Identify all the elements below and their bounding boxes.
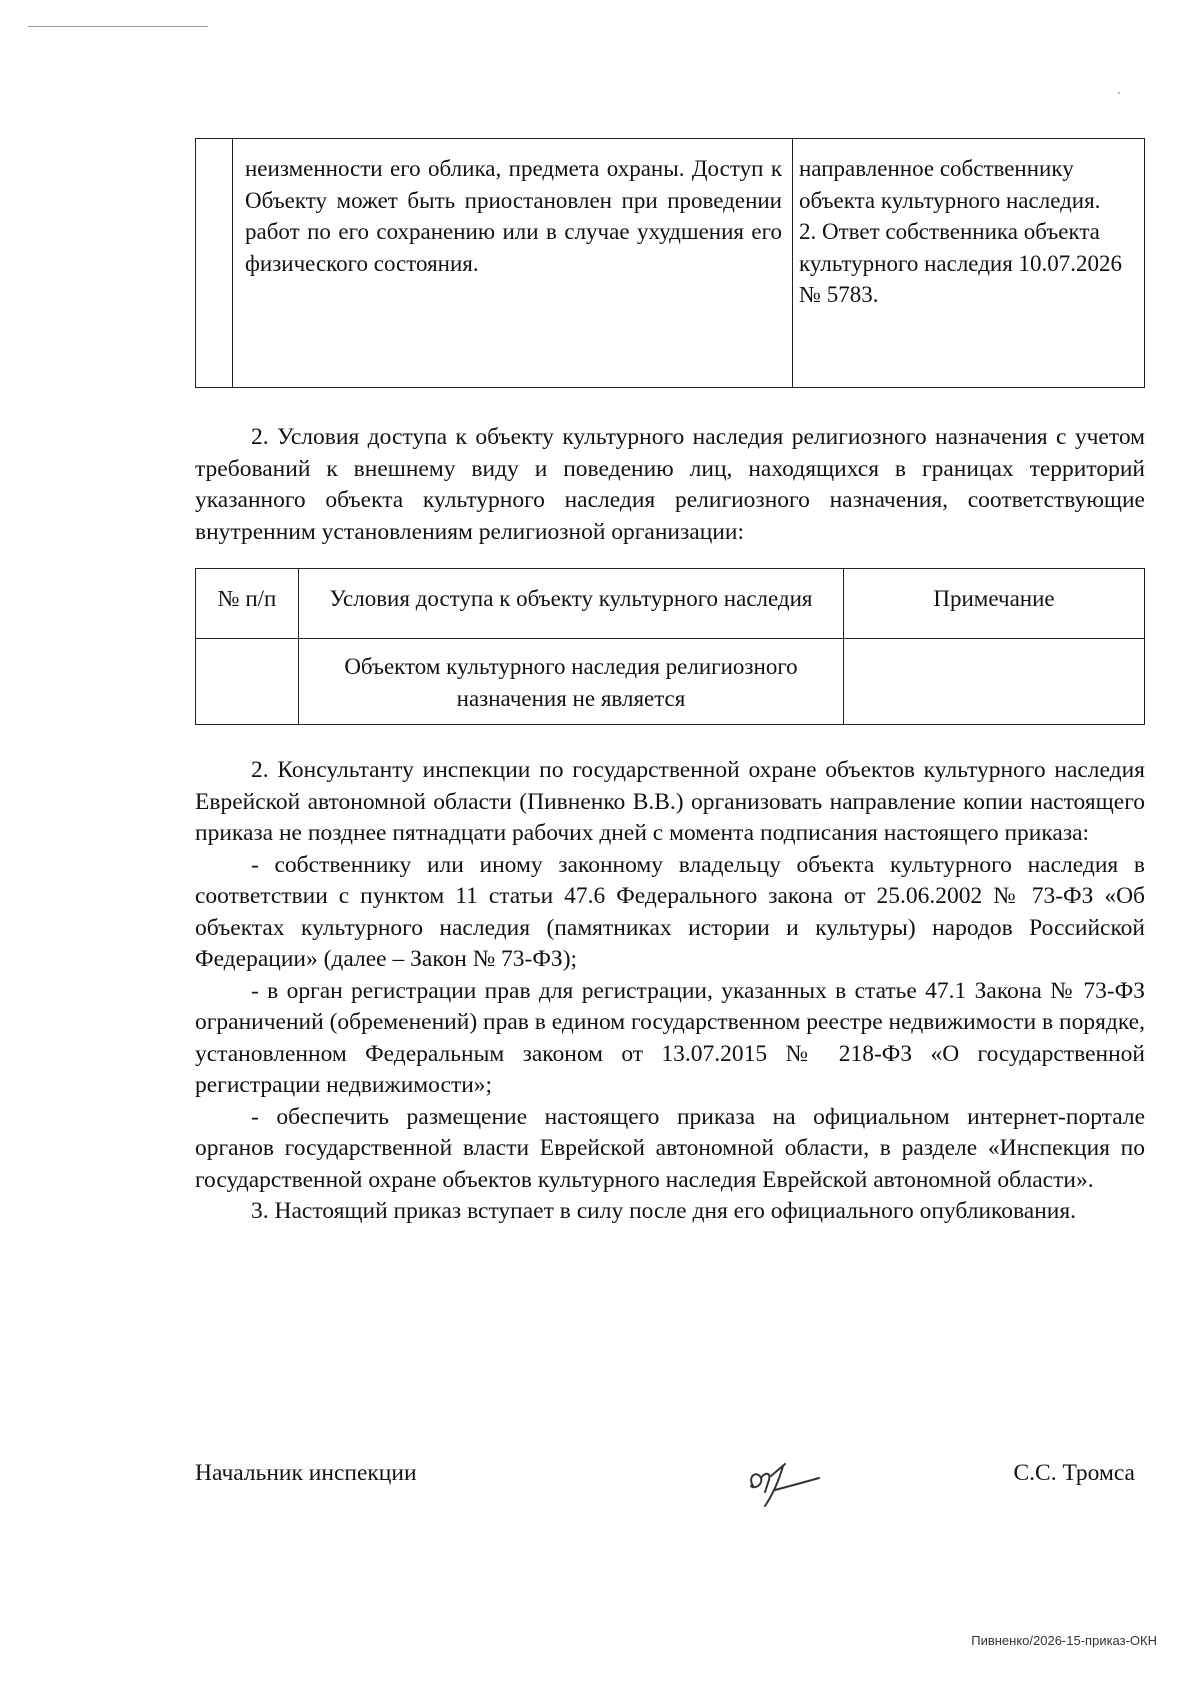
row-note: [844, 639, 1145, 725]
document-body: [195, 138, 1145, 1228]
header-note: Примечание: [844, 569, 1145, 639]
list-item-publication: - обеспечить размещение настоящего приказа на официальном интернет-портале органов государственной власти Еврейской автономной области, в разделе «Инспекция по государственной охране объектов культурного наследия Еврейской автономной области».: [195, 1103, 1145, 1193]
table-cell-empty: [196, 139, 233, 388]
header-number: № п/п: [196, 569, 299, 639]
row-number: [196, 639, 299, 725]
scan-speck: [1118, 92, 1120, 94]
paragraph-access-conditions: 2. Условия доступа к объекту культурного наследия религиозного назначения с учетом требований к внешнему виду и поведению лиц, находящихся в границах территорий указанного объекта культурного наследия религиозного назначения, соответствующие внутренним установлениям религиозной организации:: [195, 424, 1145, 545]
paragraph-effective-date: 3. Настоящий приказ вступает в силу после дня его официального опубликования.: [251, 1198, 1077, 1224]
paragraph-consultant-order: 2. Консультанту инспекции по государственной охране объектов культурного наследия Еврейской автономной области (Пивненко В.В.) организовать направление копии настоящего приказа не позднее пятнадцати рабочих дней с момента подписания настоящего приказа:: [195, 757, 1145, 846]
access-conditions-table: [195, 568, 1145, 725]
continued-table: [195, 138, 1145, 388]
signature-block: [195, 1460, 1135, 1530]
handwritten-signature-icon: [735, 1446, 825, 1516]
list-item-owner: - собственнику или иному законному владельцу объекта культурного наследия в соответствии с пунктом 11 статьи 47.6 Федерального закона от 25.06.2002 № 73-ФЗ «Об объектах культурного наследия (памятниках истории и культуры) народов Российской Федерации» (далее – Закон № 73-ФЗ);: [195, 851, 1145, 972]
header-conditions: Условия доступа к объекту культурного наследия: [299, 569, 844, 639]
table-row: [196, 639, 1145, 725]
table-header-row: [196, 569, 1145, 639]
signatory-position: Начальник инспекции: [195, 1460, 417, 1486]
top-rule: [28, 26, 208, 27]
basis-line-1: направленное собственнику объекта культурного наследия.: [799, 156, 1101, 213]
table-row: [196, 139, 1145, 388]
signatory-name: С.С. Тромса: [1013, 1460, 1135, 1486]
table-cell-basis: [793, 139, 1145, 388]
row-conditions: Объектом культурного наследия религиозного назначения не является: [299, 639, 844, 725]
list-item-registration: - в орган регистрации прав для регистрации, указанных в статье 47.1 Закона № 73-ФЗ ограничений (обременений) прав в едином государственном реестре недвижимости в порядке, установленном Федеральным законом от 13.07.2015 № 218-ФЗ «О государственной регистрации недвижимости»;: [195, 977, 1145, 1098]
document-reference: Пивненко/2026-15-приказ-ОКН: [971, 1633, 1157, 1648]
table-cell-access-description: неизменности его облика, предмета охраны. Доступ к Объекту может быть приостановлен при проведении работ по его сохранению или в случае ухудшения его физического состояния.: [233, 139, 793, 388]
basis-line-2: 2. Ответ собственника объекта культурного наследия 10.07.2026 № 5783.: [799, 219, 1123, 307]
